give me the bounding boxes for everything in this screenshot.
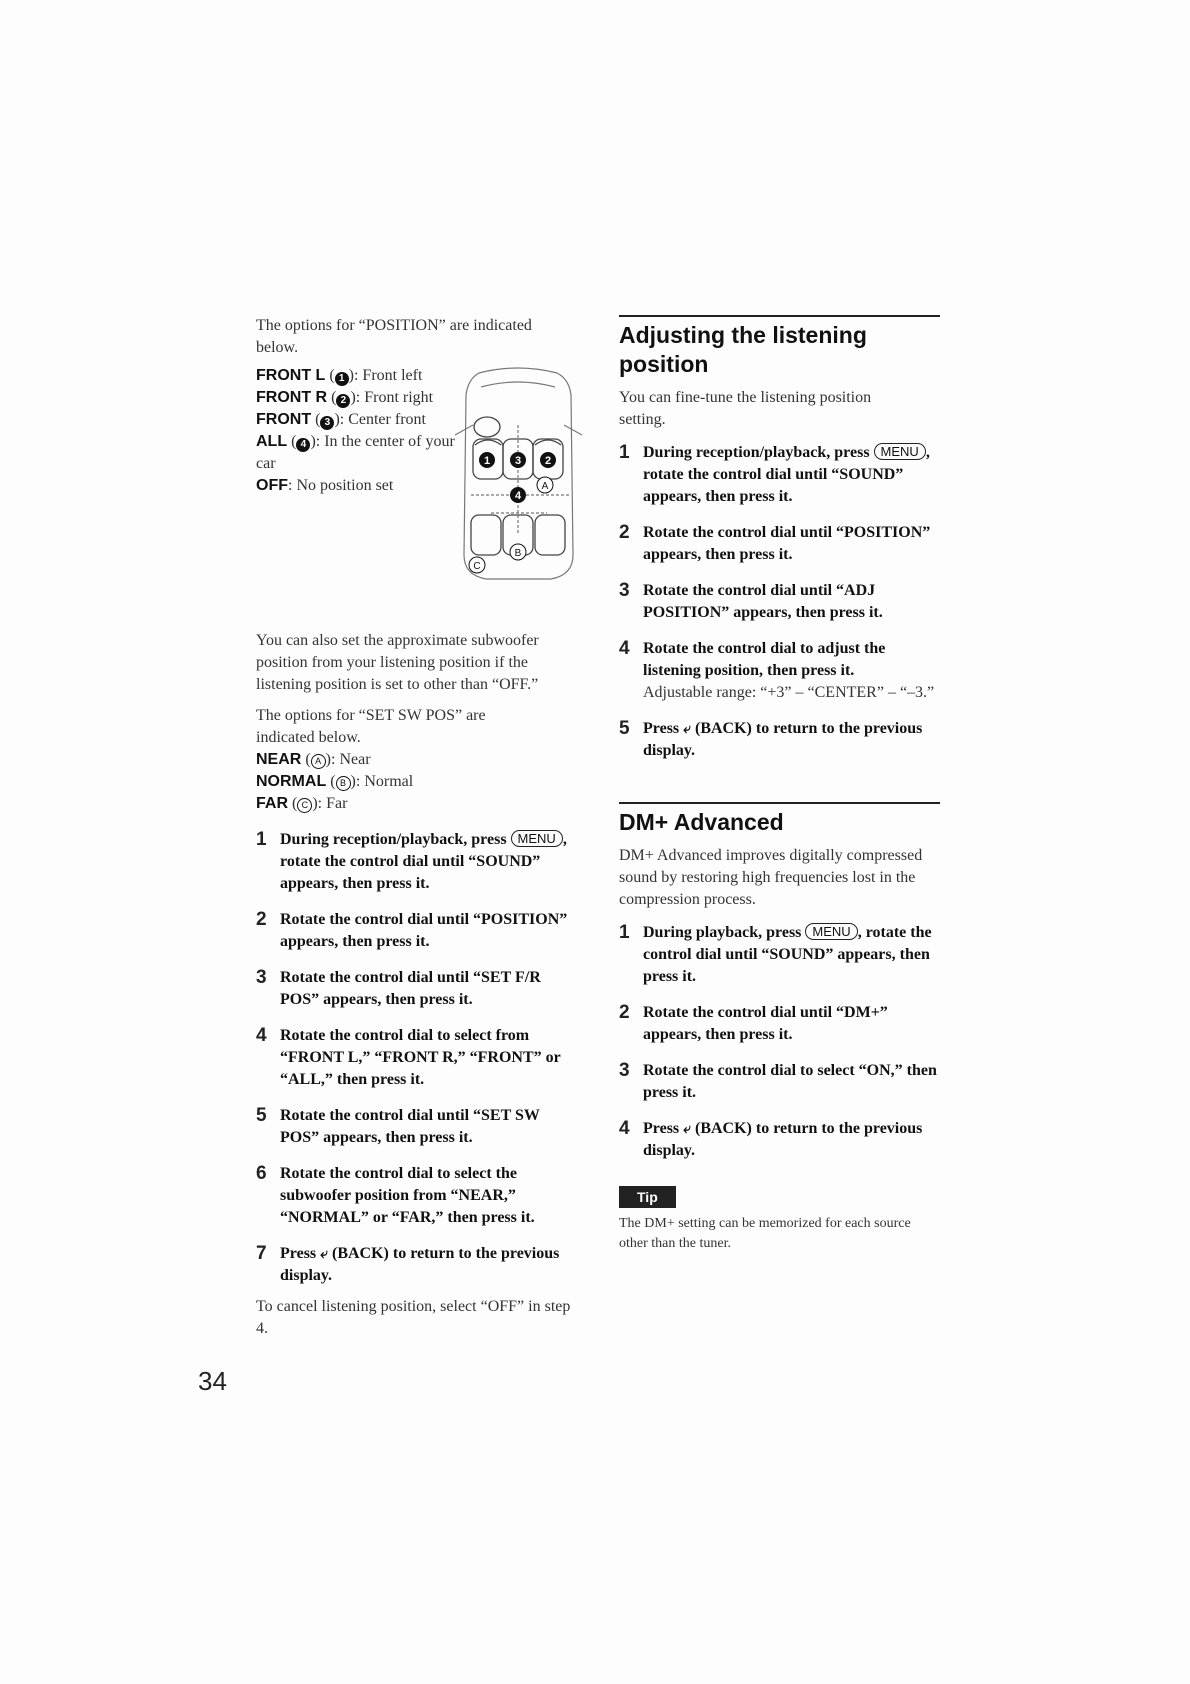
marker-4-icon: 4 — [296, 438, 310, 452]
sw-options-list — [256, 749, 576, 815]
left-step-2: 2 Rotate the control dial until “POSITION” appears, then press it. — [256, 909, 568, 950]
position-options-list — [256, 365, 461, 497]
position-intro: The options for “POSITION” are indicated below. — [256, 317, 532, 356]
adjusting-steps — [619, 442, 940, 762]
option-normal: NORMAL ( B ): Normal — [256, 773, 414, 790]
left-step-7: 7 Press ⤶ (BACK) to return to the previous display. — [256, 1243, 560, 1284]
diagram-label-a: A — [541, 481, 549, 492]
back-arrow-icon: ⤶ — [320, 1246, 328, 1262]
left-step-5: 5 Rotate the control dial until “SET SW POS” appears, then press it. — [256, 1105, 540, 1146]
left-steps — [256, 829, 576, 1287]
option-front-l: FRONT L ( 1 ): Front left — [256, 367, 423, 384]
diagram-label-4: 4 — [514, 490, 522, 502]
sw-intro: The options for “SET SW POS” are indicated below. — [256, 707, 486, 746]
marker-c-icon: C — [297, 798, 312, 813]
back-arrow-icon: ⤶ — [683, 721, 691, 737]
marker-1-icon: 1 — [335, 372, 349, 386]
subwoofer-text: You can also set the approximate subwoofer position from your listening position if the listening position is set to other than “OFF.” — [256, 632, 539, 693]
marker-3-icon: 3 — [320, 416, 334, 430]
dm-advanced-intro: DM+ Advanced improves digitally compressed sound by restoring high frequencies lost in the compression process. — [619, 847, 923, 908]
right-column — [619, 315, 940, 1254]
adjust-step-3: 3 Rotate the control dial until “ADJ POSITION” appears, then press it. — [619, 580, 883, 621]
option-near: NEAR ( A ): Near — [256, 751, 371, 768]
left-step-4: 4 Rotate the control dial to select from “FRONT L,” “FRONT R,” “FRONT” or “ALL,” then press it. — [256, 1025, 561, 1088]
page-number: 34 — [198, 1366, 227, 1396]
option-off: OFF: No position set — [256, 477, 394, 494]
adjust-step-5: 5 Press ⤶ (BACK) to return to the previous display. — [619, 718, 923, 759]
diagram-label-b: B — [514, 548, 522, 559]
diagram-label-3: 3 — [514, 455, 522, 467]
dm-step-4: 4 Press ⤶ (BACK) to return to the previous display. — [619, 1118, 923, 1159]
tip-badge: Tip — [619, 1186, 676, 1208]
left-column — [256, 315, 576, 1340]
menu-button-icon: MENU — [511, 830, 563, 847]
dm-step-1: 1 During playback, press MENU , rotate the control dial until “SOUND” appears, then press it. — [619, 922, 932, 985]
option-all: ALL ( 4 ): In the center of your car — [256, 433, 455, 472]
left-step-6: 6 Rotate the control dial to select the subwoofer position from “NEAR,” “NORMAL” or “FAR,” then press it. — [256, 1163, 535, 1226]
adjusting-intro: You can fine-tune the listening position setting. — [619, 389, 872, 428]
dm-step-3: 3 Rotate the control dial to select “ON,” then press it. — [619, 1060, 937, 1101]
adjustable-range-note: Adjustable range: “+3” – “CENTER” – “–3.” — [643, 684, 935, 701]
car-seat-diagram — [451, 365, 586, 583]
left-step-3: 3 Rotate the control dial until “SET F/R POS” appears, then press it. — [256, 967, 541, 1008]
menu-button-icon: MENU — [874, 443, 926, 460]
marker-b-icon: B — [336, 776, 351, 791]
back-arrow-icon: ⤶ — [683, 1121, 691, 1137]
section-title-dm-advanced: DM+ Advanced — [619, 802, 940, 837]
menu-button-icon: MENU — [805, 923, 857, 940]
tip-box — [619, 1186, 940, 1254]
cancel-note: To cancel listening position, select “OFF” in step 4. — [256, 1298, 571, 1337]
section-title-adjusting: Adjusting the listening position — [619, 315, 940, 379]
diagram-label-c: C — [473, 561, 481, 572]
dm-steps — [619, 922, 940, 1162]
diagram-label-1: 1 — [483, 455, 491, 467]
adjust-step-1: 1 During reception/playback, press MENU , rotate the control dial until “SOUND” appears, then press it. — [619, 442, 930, 505]
marker-a-icon: A — [311, 754, 326, 769]
marker-2-icon: 2 — [336, 394, 350, 408]
option-front-r: FRONT R ( 2 ): Front right — [256, 389, 434, 406]
adjust-step-2: 2 Rotate the control dial until “POSITION” appears, then press it. — [619, 522, 931, 563]
left-step-1: 1 During reception/playback, press MENU , rotate the control dial until “SOUND” appears, then press it. — [256, 829, 567, 892]
dm-step-2: 2 Rotate the control dial until “DM+” appears, then press it. — [619, 1002, 888, 1043]
adjust-step-4: 4 Rotate the control dial to adjust the listening position, then press it. Adjustable range: “+3” – “CENTER” – “–3.” — [619, 638, 935, 701]
diagram-label-2: 2 — [544, 455, 552, 467]
tip-text: The DM+ setting can be memorized for each source other than the tuner. — [619, 1216, 911, 1251]
option-front: FRONT ( 3 ): Center front — [256, 411, 426, 428]
option-far: FAR ( C ): Far — [256, 795, 348, 812]
